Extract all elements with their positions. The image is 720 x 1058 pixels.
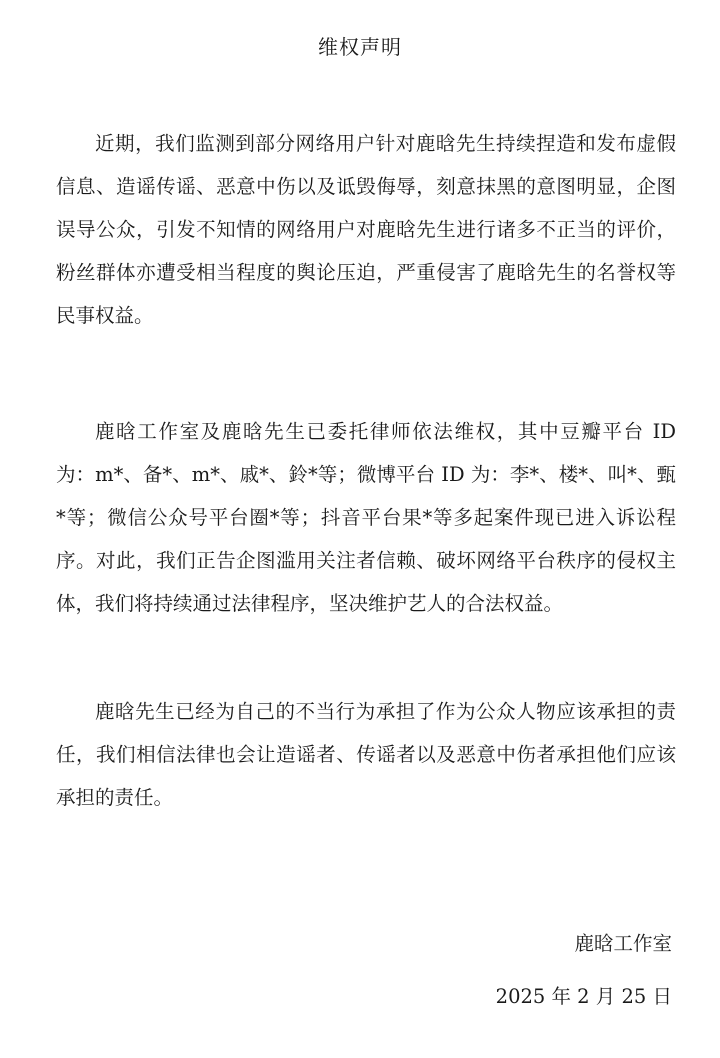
paragraph-2: 鹿晗工作室及鹿晗先生已委托律师依法维权，其中豆瓣平台 ID 为：m*、备*、m*、戚*、鈴*等；微博平台 ID 为：李*、楼*、叫*、甄*等；微信公众号平台圈*等；抖音平台果*等多起案件现已进入诉讼程序。对此，我们正告企图滥用关注者信赖、破坏网络平台秩序的侵权主体，我们将持续通过法律程序，坚决维护艺人的合法权益。 — [56, 420, 676, 615]
paragraph-3: 鹿晗先生已经为自己的不当行为承担了作为公众人物应该承担的责任，我们相信法律也会让造谣者、传谣者以及恶意中伤者承担他们应该承担的责任。 — [56, 700, 676, 809]
signature-organization: 鹿晗工作室 — [574, 932, 672, 955]
signature-date: 2025 年 2 月 25 日 — [495, 985, 672, 1008]
document-title: 维权声明 — [318, 35, 402, 59]
paragraph-1: 近期，我们监测到部分网络用户针对鹿晗先生持续捏造和发布虚假信息、造谣传谣、恶意中伤以及诋毁侮辱，刻意抹黑的意图明显，企图误导公众，引发不知情的网络用户对鹿晗先生进行诸多不正当的评价，粉丝群体亦遭受相当程度的舆论压迫，严重侵害了鹿晗先生的名誉权等民事权益。 — [56, 132, 676, 327]
